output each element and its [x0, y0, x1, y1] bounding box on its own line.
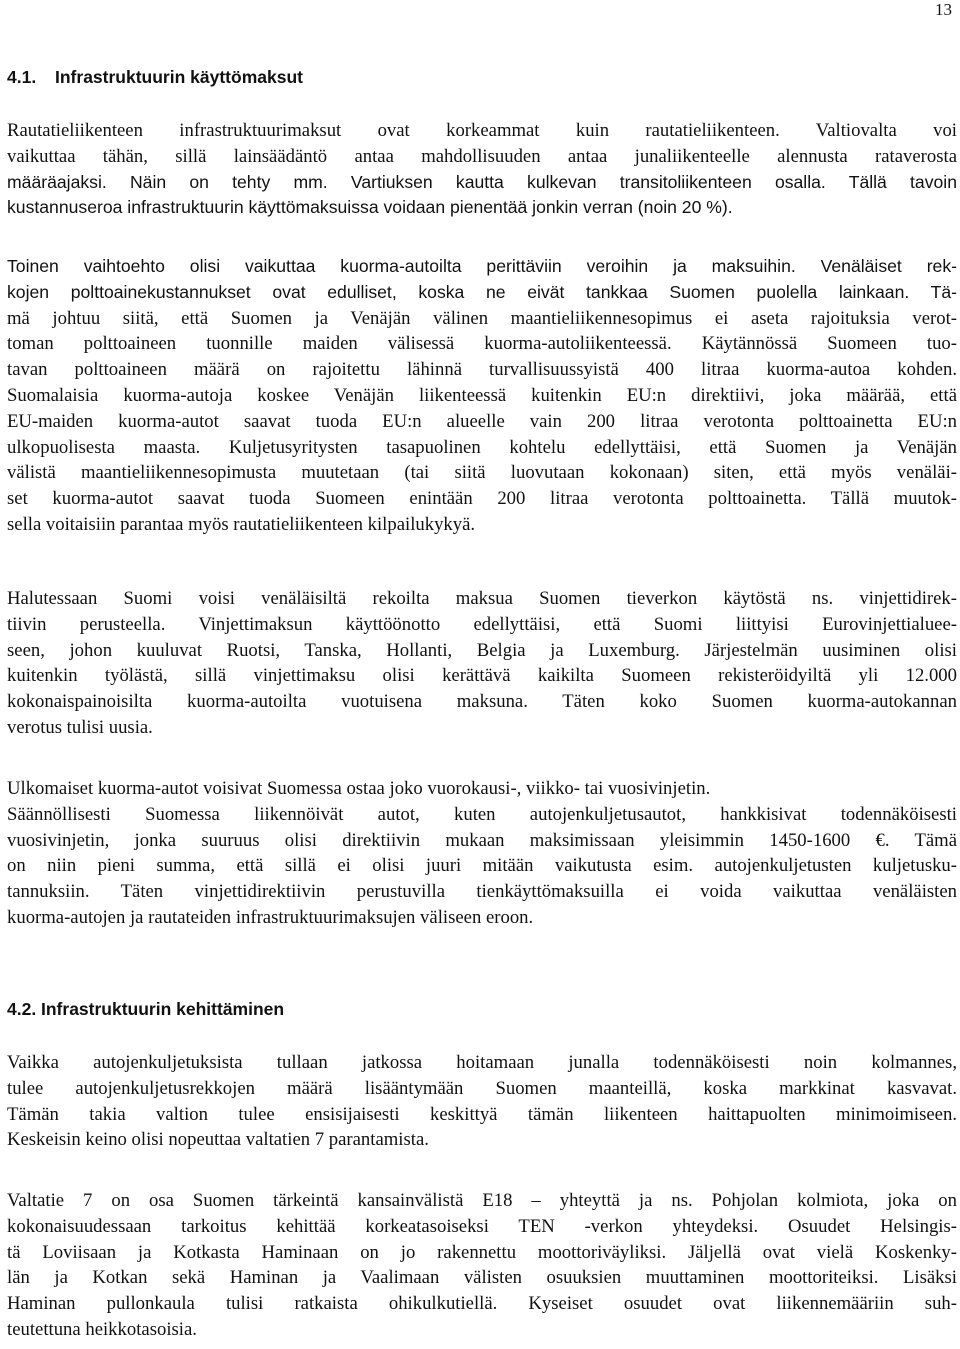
paragraph-5 — [7, 1050, 957, 1153]
text-line: välistä maantieliikennesopimusta muutetaan (tai siitä luovutaan kokonaan) siten, että myös venäläi- — [7, 462, 957, 484]
text-line: tannuksiin. Täten vinjettidirektiivin perustuvilla tienkäyttömaksuilla ei voida vaikuttaa venäläisten — [7, 881, 957, 903]
text-line: kojen polttoainekustannukset ovat edulliset, koska ne eivät tankkaa Suomen puolella lainkaan. Tä- — [7, 281, 957, 302]
text-line: ulkopuolisesta maasta. Kuljetusyritysten tasapuolinen kohtelu edellyttäisi, että Suomen ja Venäjän — [7, 436, 957, 458]
text-line: tiivin perusteella. Vinjettimaksun käyttöönotto edellyttäisi, että Suomi liittyisi Eurovinjettialuee- — [7, 613, 957, 635]
paragraph-3 — [7, 586, 957, 741]
text-line: kokonaisuudessaan tarkoitus kehittää korkeatasoiseksi TEN -verkon yhteydeksi. Osuudet Helsingis- — [7, 1215, 957, 1237]
text-line: Keskeisin keino olisi nopeuttaa valtatien 7 parantamista. — [7, 1129, 429, 1151]
text-line: tavan polttoaineen määrä on rajoitettu lähinnä turvallisuussyistä 400 litraa kuorma-autoa kohden. — [7, 359, 957, 381]
text-line: Suomalaisia kuorma-autoja koskee Venäjän liikenteessä kuitenkin EU:n direktiivi, joka määrää, että — [7, 384, 957, 406]
text-line: toman polttoaineen tuonnille maiden välisessä kuorma-autoliikenteessä. Käytännössä Suomeen tuo- — [7, 333, 957, 355]
text-line: Halutessaan Suomi voisi venäläisiltä rekoilta maksua Suomen tieverkon käytöstä ns. vinjettidirek- — [7, 588, 957, 609]
text-line: Tämän takia valtion tulee ensisijaisesti keskittyä tämän liikenteen haittapuolten minimoimiseen. — [7, 1103, 957, 1125]
text-line: Haminan pullonkaula tulisi ratkaista ohikulkutiellä. Kyseiset osuudet ovat liikennemääriin suh- — [7, 1293, 957, 1315]
paragraph-1 — [7, 118, 957, 221]
text-line: län ja Kotkan sekä Haminan ja Vaalimaan välisten osuuksien muuttaminen moottoriteiksi. Lisäksi — [7, 1267, 957, 1289]
paragraph-6 — [7, 1188, 957, 1343]
text-line: verotus tulisi uusia. — [7, 716, 153, 738]
text-line: Valtatie 7 on osa Suomen tärkeintä kansainvälistä E18 – yhteyttä ja ns. Pohjolan kolmiota, joka on — [7, 1190, 957, 1211]
text-line: teutettuna heikkotasoisia. — [7, 1318, 197, 1340]
text-line: set kuorma-autot saavat tuoda Suomeen enintään 200 litraa verotonta polttoainetta. Tällä muutok- — [7, 488, 957, 510]
text-line: vuosivinjetin, jonka suuruus olisi direktiivin mukaan maksimissaan yleisimmin 1450-1600 €. Tämä — [7, 829, 957, 851]
text-line: Rautatieliikenteen infrastruktuurimaksut ovat korkeammat kuin rautatieliikenteen. Valtiovalta voi — [7, 120, 957, 141]
section-number: 4.1. — [7, 67, 37, 87]
text-line: mä johtuu siitä, että Suomen ja Venäjän välinen maantieliikennesopimus ei aseta rajoituksia verot- — [7, 307, 957, 329]
section-number: 4.2. — [7, 999, 37, 1019]
text-line: EU-maiden kuorma-autot saavat tuoda EU:n alueelle vain 200 litraa verotonta polttoainetta EU:n — [7, 410, 957, 432]
text-line: Vaikka autojenkuljetuksista tullaan jatkossa hoitamaan junalla todennäköisesti noin kolmannes, — [7, 1052, 957, 1073]
text-line: määräajaksi. Näin on tehty mm. Vartiuksen kautta kulkevan transitoliikenteen osalla. Tällä tavoin — [7, 171, 957, 192]
text-line: seen, johon kuuluvat Ruotsi, Tanska, Hollanti, Belgia ja Luxemburg. Järjestelmän uusiminen olisi — [7, 639, 957, 661]
text-line: kuitenkin työlästä, sillä vinjettimaksu olisi kerättävä kaikilta Suomeen rekisteröidyiltä yli 12.000 — [7, 665, 957, 687]
section-title: Infrastruktuurin käyttömaksut — [55, 67, 303, 87]
text-line: tä Loviisaan ja Kotkasta Haminaan on jo rakennettu moottoriväyliksi. Jäljellä ovat vielä Koskenky- — [7, 1241, 957, 1263]
paragraph-4 — [7, 776, 957, 931]
page-number: 13 — [935, 0, 952, 19]
text-line: Säännöllisesti Suomessa liikennöivät autot, kuten autojenkuljetusautot, hankkisivat todennäköisesti — [7, 803, 957, 825]
section-title: Infrastruktuurin kehittäminen — [41, 999, 285, 1019]
text-line: kokonaispainoisilta kuorma-autoilta vuotuisena maksuna. Täten koko Suomen kuorma-autokannan — [7, 691, 957, 713]
text-line: on niin pieni summa, että sillä ei olisi juuri mitään vaikutusta esim. autojenkuljetusten kuljetusku- — [7, 855, 957, 877]
section-heading-4-2 — [7, 998, 284, 1020]
text-line: sella voitaisiin parantaa myös rautatieliikenteen kilpailukykyä. — [7, 513, 476, 535]
section-heading-4-1 — [7, 66, 303, 88]
text-line: kuorma-autojen ja rautateiden infrastruktuurimaksujen väliseen eroon. — [7, 906, 534, 928]
text-line: Toinen vaihtoehto olisi vaikuttaa kuorma-autoilta perittäviin veroihin ja maksuihin. Venäläiset rek- — [7, 256, 957, 276]
paragraph-2 — [7, 254, 957, 538]
text-line: kustannuseroa infrastruktuurin käyttömaksuissa voidaan pienentää jonkin verran (noin 20 %). — [7, 197, 733, 218]
text-line: Ulkomaiset kuorma-autot voisivat Suomessa ostaa joko vuorokausi-, viikko- tai vuosivinjetin. — [7, 778, 711, 799]
text-line: tulee autojenkuljetusrekkojen määrä lisääntymään Suomen maanteillä, koska markkinat kasvavat. — [7, 1077, 957, 1099]
text-line: vaikuttaa tähän, sillä lainsäädäntö antaa mahdollisuuden antaa junaliikenteelle alennusta rataverosta — [7, 145, 957, 167]
